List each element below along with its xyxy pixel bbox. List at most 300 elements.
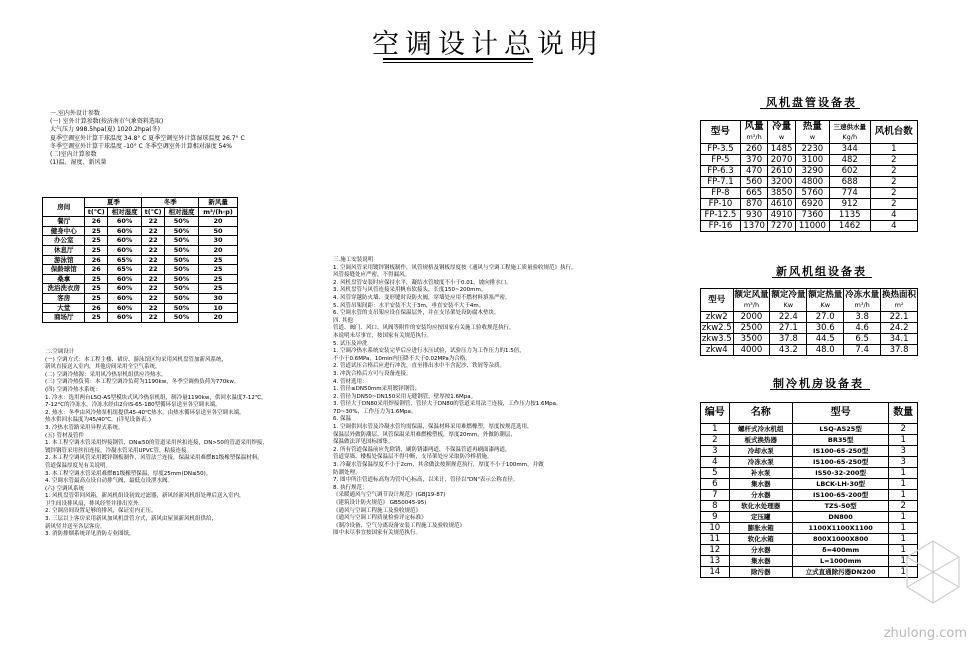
table-cell: 房间 xyxy=(43,198,85,217)
table-cell: 20 xyxy=(199,245,238,255)
table-cell: 1 xyxy=(889,567,918,578)
column-header: 风机台数 xyxy=(874,126,913,137)
column-unit: w xyxy=(778,133,785,141)
table-cell: 22 xyxy=(142,236,165,246)
text-line: 三.施工安装说明 xyxy=(333,257,374,263)
table-row xyxy=(701,468,918,479)
table-cell: 2 xyxy=(870,199,917,210)
table-cell: 50% xyxy=(164,284,198,294)
text-line: 2. 热水：冬季由风冷热泵机组提供45-40℃热水，由热水循环泵送至各空调末端。 xyxy=(45,409,245,416)
table-row xyxy=(701,435,918,446)
table-row xyxy=(701,424,918,435)
table-cell: 编号 xyxy=(701,403,730,424)
table-cell: 2230 xyxy=(795,144,829,155)
table-cell: IS100-65-200型 xyxy=(792,490,889,501)
table-cell: 65% xyxy=(108,265,142,275)
table-cell: 800X1000X800 xyxy=(792,534,889,545)
text-line: 1. 空调风管采用镀锌钢板制作，风管规格及钢板厚度按《通风与空调工程施工质量验收规范》执行， xyxy=(333,264,577,271)
table-cell: 1 xyxy=(889,435,918,446)
table-cell: 7270 xyxy=(768,221,795,232)
table-cell: 27.0 xyxy=(807,312,844,323)
table-cell: 774 xyxy=(829,188,870,199)
table-cell: 2500 xyxy=(733,323,770,334)
table-cell: 4 xyxy=(870,210,917,221)
table-cell: 37.8 xyxy=(770,334,807,345)
table-cell: 560 xyxy=(740,177,767,188)
table-cell: FP-8 xyxy=(701,188,741,199)
table-cell: 2610 xyxy=(768,166,795,177)
design-parameters-text xyxy=(50,110,245,167)
air-conditioning-design-text xyxy=(45,349,268,539)
table-cell: 6 xyxy=(701,479,730,490)
text-line: (二) 空调冷热源：采用风冷热泵机组供应冷热水。 xyxy=(45,371,167,378)
table-cell: 30.6 xyxy=(807,323,844,334)
column-unit: m² xyxy=(894,301,904,309)
table-cell xyxy=(807,289,844,312)
title-underline xyxy=(383,58,533,60)
column-unit: Kw xyxy=(783,301,794,309)
table-cell: 22 xyxy=(142,303,165,313)
table-row xyxy=(43,245,238,255)
table-cell: BR35型 xyxy=(792,435,889,446)
table-row xyxy=(43,303,238,313)
table-cell: 60% xyxy=(108,313,142,323)
column-header: 额定风量 xyxy=(734,290,769,300)
table-cell: 桑拿 xyxy=(43,274,85,284)
table-cell: 4 xyxy=(701,457,730,468)
text-line: (五) 管材及管件 xyxy=(45,432,85,439)
text-line: (一) 室外计算参数(按济南市气象资料选取) xyxy=(50,118,164,126)
table-header-row xyxy=(701,289,918,312)
table-cell: 1 xyxy=(889,512,918,523)
table-cell: 24.2 xyxy=(881,323,918,334)
table-cell: 型号 xyxy=(792,403,889,424)
text-line: 《建筑设计防火规范》 GB50045-95) xyxy=(333,500,427,506)
table-cell: 65% xyxy=(108,255,142,265)
text-line: 镀锌钢管采用丝扣连接，冷凝水管采用UPVC管，粘接连接。 xyxy=(45,447,192,454)
table-cell: 冷却水泵 xyxy=(729,446,792,457)
table-cell: 22 xyxy=(142,313,165,323)
table-cell: 软化水处理器 xyxy=(729,501,792,512)
table-cell: 344 xyxy=(829,144,870,155)
text-line: 管道保温厚度见有关说明。 xyxy=(45,462,112,469)
ahu-equipment-table xyxy=(700,288,918,356)
table-row xyxy=(701,545,918,556)
table-cell: 25 xyxy=(199,284,238,294)
plant-caption-rule xyxy=(770,389,870,390)
table-cell: 1 xyxy=(889,534,918,545)
table-cell: 50% xyxy=(164,303,198,313)
table-cell: IS100-65-250型 xyxy=(792,446,889,457)
table-cell: 50% xyxy=(164,217,198,227)
table-cell: 2070 xyxy=(768,155,795,166)
table-cell: 3.8 xyxy=(844,312,881,323)
table-cell: 相对湿度 xyxy=(108,207,142,217)
table-cell: DN800 xyxy=(792,512,889,523)
table-cell: 6.5 xyxy=(844,334,881,345)
table-cell: 11000 xyxy=(795,221,829,232)
text-line: 2. 管道试压合格后应进行冲洗，直至排出水中不含泥沙、铁屑等杂质。 xyxy=(333,363,505,370)
table-cell: 名称 xyxy=(729,403,792,424)
table-row xyxy=(701,534,918,545)
text-line: 4. 管材选用： xyxy=(333,378,368,385)
table-cell: 25 xyxy=(85,284,108,294)
table-cell xyxy=(870,121,917,144)
text-line: 8. 执行规范： xyxy=(333,484,368,491)
table-row xyxy=(43,274,238,284)
table-cell: 22 xyxy=(142,245,165,255)
table-cell: 软化水箱 xyxy=(729,534,792,545)
text-line: 新风直接送入室内，其他房间采用全空气系统。 xyxy=(45,364,161,371)
table-row xyxy=(43,313,238,323)
table-row xyxy=(701,501,918,512)
text-line: 3. 管径大于DN80采用焊接钢管，管径大于DN80的管道采用法兰连接，工作压力按1.6Mpa。 xyxy=(333,401,562,408)
text-line: 5. 试压及冲洗 xyxy=(333,340,368,347)
table-cell: LBCK-LH-30型 xyxy=(792,479,889,490)
table-cell: 48.0 xyxy=(807,345,844,356)
column-header: 冷冻水量 xyxy=(845,290,880,300)
table-cell: 50% xyxy=(164,293,198,303)
watermark-logo xyxy=(903,537,963,607)
column-header: 型号 xyxy=(710,126,730,137)
table-row xyxy=(43,265,238,275)
table-cell: 集水器 xyxy=(729,479,792,490)
table-cell: t(℃) xyxy=(85,207,108,217)
indoor-parameter-table xyxy=(42,197,238,323)
table-cell: 2 xyxy=(870,177,917,188)
table-row xyxy=(701,210,918,221)
table-cell: 25 xyxy=(199,265,238,275)
table-row xyxy=(701,334,918,345)
table-cell: 4800 xyxy=(795,177,829,188)
text-line: 新风竖井送至各层客房。 xyxy=(45,523,106,530)
text-line: 二.空调设计 xyxy=(45,349,75,355)
table-cell: 688 xyxy=(829,177,870,188)
table-cell: 3850 xyxy=(768,188,795,199)
table-cell: 912 xyxy=(829,199,870,210)
table-cell: 1 xyxy=(889,556,918,567)
table-cell: 14 xyxy=(701,567,730,578)
table-cell: 3 xyxy=(889,446,918,457)
text-line: 热水供回水温度为45/40℃。(详见设备表。) xyxy=(45,417,152,424)
page-title: 空调设计总说明 xyxy=(372,29,603,60)
table-cell: 集水器 xyxy=(729,556,792,567)
table-cell: 60% xyxy=(108,217,142,227)
table-cell: 30 xyxy=(199,236,238,246)
text-line: 3. 风机盘管与风管连接采用帆布软接头，长度150~200mm。 xyxy=(333,287,487,294)
table-row xyxy=(701,177,918,188)
table-cell: 12 xyxy=(701,545,730,556)
table-cell: 1 xyxy=(889,490,918,501)
column-header: 额定冷量 xyxy=(771,290,806,300)
table-row xyxy=(701,556,918,567)
table-cell: 膨胀水箱 xyxy=(729,523,792,534)
table-cell: 60% xyxy=(108,303,142,313)
column-unit: m³/h xyxy=(743,301,760,309)
table-row xyxy=(43,236,238,246)
table-row xyxy=(43,284,238,294)
table-cell: 37.8 xyxy=(881,345,918,356)
column-header: 换热面积 xyxy=(882,290,917,300)
table-cell: 22 xyxy=(142,226,165,236)
table-row xyxy=(701,479,918,490)
text-line: 3. 本工程空调水管采用难燃B1级橡塑保温，厚度25mm(DN≤50)。 xyxy=(45,470,212,477)
text-line: 1. 空调冷热水系统安装完毕后应进行水压试验，试验压力为工作压力的1.5倍， xyxy=(333,348,525,355)
table-cell: 2000 xyxy=(733,312,770,323)
table-cell: 3100 xyxy=(795,155,829,166)
table-cell: 60% xyxy=(108,245,142,255)
table-cell: 2 xyxy=(870,166,917,177)
table-cell: 7360 xyxy=(795,210,829,221)
table-cell: 1462 xyxy=(829,221,870,232)
fcu-equipment-table xyxy=(700,120,918,232)
text-line: 《采暖通风与空气调节设计规范》(GBJ19-87) xyxy=(333,492,446,499)
table-cell: 60% xyxy=(108,226,142,236)
table-cell: 2 xyxy=(870,188,917,199)
table-cell: 3 xyxy=(701,446,730,457)
table-cell: 50% xyxy=(164,313,198,323)
table-cell: 1100X1100X1100 xyxy=(792,523,889,534)
table-cell: 客房 xyxy=(43,293,85,303)
table-cell: 除污器 xyxy=(729,567,792,578)
table-cell: 26 xyxy=(85,303,108,313)
table-cell: 4 xyxy=(870,221,917,232)
table-cell: 立式直通除污器DN200 xyxy=(792,567,889,578)
table-cell: 游泳馆 xyxy=(43,255,85,265)
table-cell: 保龄球馆 xyxy=(43,265,85,275)
table-cell: zkw2.5 xyxy=(701,323,732,333)
table-cell: 板式换热器 xyxy=(729,435,792,446)
text-line: 3. 冲洗合格后方可与设备连接。 xyxy=(333,370,412,377)
text-line: 2. 本工程空调风管采用镀锌钢板制作，风管法兰连接，保温采用难燃B1级橡塑保温材料。 xyxy=(45,455,263,462)
text-line: 1. 空调供回水管及冷凝水管均需保温，保温材料采用难燃橡塑，厚度按规范选用， xyxy=(333,424,533,431)
table-cell: 60% xyxy=(108,284,142,294)
table-row xyxy=(701,490,918,501)
table-row xyxy=(701,166,918,177)
text-line: 冬季空调室外计算干球温度 -10° C 冬季空调室外计算相对湿度 54% xyxy=(50,142,232,150)
table-cell: 3500 xyxy=(733,334,770,345)
table-cell: 4610 xyxy=(768,199,795,210)
text-line: 卫生间设排风扇，排风经竖井排出室外。 xyxy=(45,500,145,507)
table-cell: FP-3.5 xyxy=(701,144,741,155)
table-cell: 定压罐 xyxy=(729,512,792,523)
table-cell xyxy=(844,289,881,312)
table-row xyxy=(701,512,918,523)
column-header: 风量 xyxy=(744,121,764,132)
text-line: (1)温、湿度、新风量 xyxy=(50,159,107,167)
table-cell: 26 xyxy=(85,255,108,265)
table-cell: zkw3.5 xyxy=(701,334,732,344)
table-cell: FP-6.3 xyxy=(701,166,741,177)
text-line: 四. 其他 xyxy=(333,317,353,324)
table-cell: 5 xyxy=(701,468,730,479)
table-cell: 60% xyxy=(108,236,142,246)
table-row xyxy=(701,457,918,468)
table-cell: 34.1 xyxy=(881,334,918,345)
table-cell: 1485 xyxy=(768,144,795,155)
table-cell: 50% xyxy=(164,226,198,236)
plant-room-equipment-table xyxy=(700,402,918,578)
text-line: 大气压力 998.5hpa(夏) 1020.2hpa(冬) xyxy=(50,126,160,134)
text-line: (一) 空调方式：本工程主楼、裙房、游泳馆区均采用风机盘管加新风系统， xyxy=(45,356,228,363)
table-cell: 22 xyxy=(142,217,165,227)
column-header: 型号 xyxy=(708,295,726,305)
table-cell: IS50-32-200型 xyxy=(792,468,889,479)
text-line: 6. 保温 xyxy=(333,416,351,423)
table-row xyxy=(43,293,238,303)
fcu-caption-rule xyxy=(760,108,860,109)
text-line: 1. 风机盘管带回风箱，新风机组设初效过滤器，新风经新风机组处理后送入室内， xyxy=(45,493,245,500)
text-line: 6. 空调水管的支吊架应设在保温层外，并在支吊架处设防腐木垫块。 xyxy=(333,310,500,317)
text-line: 防潮处理。 xyxy=(333,469,361,476)
table-cell: FP-16 xyxy=(701,221,741,232)
table-cell: 补水泵 xyxy=(729,468,792,479)
table-cell: 22 xyxy=(142,293,165,303)
table-cell: 3 xyxy=(889,457,918,468)
table-cell: 26 xyxy=(85,265,108,275)
text-line: 管道穿墙、楼板处保温层不得中断，支吊架处应采取防冷桥措施。 xyxy=(333,454,493,461)
text-line: 风管接缝处应严密，不得漏风。 xyxy=(333,272,411,279)
fcu-table-caption: 风机盘管设备表 xyxy=(766,96,857,109)
table-cell: zkw4 xyxy=(701,345,734,356)
text-line: 2. 空调房间设置足够的排风，保证室内正压。 xyxy=(45,508,157,515)
table-row xyxy=(43,255,238,265)
table-row xyxy=(701,567,918,578)
table-cell: 4.6 xyxy=(844,323,881,334)
table-cell: 1 xyxy=(870,144,917,155)
table-cell: TZS-50型 xyxy=(792,501,889,512)
table-cell: 50% xyxy=(164,265,198,275)
column-unit: m³/h xyxy=(746,133,762,141)
table-cell xyxy=(829,121,870,144)
table-cell: 482 xyxy=(829,155,870,166)
table-cell: 25 xyxy=(85,236,108,246)
table-cell: 相对湿度 xyxy=(164,207,198,217)
table-cell: 10 xyxy=(701,523,730,534)
table-cell: 44.5 xyxy=(807,334,844,345)
table-cell: 6920 xyxy=(795,199,829,210)
table-cell: 22.1 xyxy=(881,312,918,323)
table-cell: 2 xyxy=(701,435,730,446)
table-row xyxy=(701,199,918,210)
table-cell: 1 xyxy=(889,545,918,556)
table-cell: 2 xyxy=(889,424,918,435)
table-cell: 25 xyxy=(85,293,108,303)
text-line: 《通风与空调工程质量检验评定标准》 xyxy=(333,515,427,522)
table-row xyxy=(701,144,918,155)
table-cell: 930 xyxy=(740,210,767,221)
text-line: 3. 冷凝水管保温厚度不小于2cm，其余做法按照规范执行，厚度不小于100mm，并做 xyxy=(333,462,544,469)
table-cell: 4000 xyxy=(733,345,770,356)
table-cell: 25 xyxy=(199,274,238,284)
table-cell: 7 xyxy=(701,490,730,501)
table-cell: 25 xyxy=(199,255,238,265)
column-header: 热量 xyxy=(802,121,822,132)
table-cell xyxy=(740,121,767,144)
table-cell xyxy=(881,289,918,312)
table-cell: 2 xyxy=(889,501,918,512)
table-cell: 26 xyxy=(85,217,108,227)
table-cell: FP-12.5 xyxy=(701,210,741,221)
table-row xyxy=(701,188,918,199)
table-cell: 大堂 xyxy=(43,303,85,313)
table-row xyxy=(701,523,918,534)
table-header-row xyxy=(701,121,918,144)
table-cell: 3200 xyxy=(768,177,795,188)
table-cell: 螺杆式冷水机组 xyxy=(729,424,792,435)
table-cell: 餐厅 xyxy=(43,217,85,227)
table-cell: 11 xyxy=(701,534,730,545)
table-row xyxy=(701,221,918,232)
text-line: 管道、阀门、风口、风阀等附件的安装均应按国家有关施工验收规范执行， xyxy=(333,325,515,332)
table-cell: 夏季 xyxy=(85,198,142,208)
table-cell: 25 xyxy=(85,274,108,284)
text-line: 不小于0.6MPa，10min内压降不大于0.02MPa为合格。 xyxy=(333,355,471,362)
table-cell xyxy=(701,121,741,144)
text-line: 2. 风机盘管安装时应保持水平，凝结水管坡度不小于0.01，坡向排水口。 xyxy=(333,279,512,286)
table-cell: 新风量 xyxy=(199,198,238,208)
table-cell: FP-5 xyxy=(701,155,741,166)
column-unit: m³/h xyxy=(854,301,870,309)
text-line: 《制冷设备、空气分离设备安装工程施工及验收规范》 xyxy=(333,522,466,529)
table-cell: 1 xyxy=(889,468,918,479)
table-row xyxy=(701,446,918,457)
table-cell: 10 xyxy=(199,303,238,313)
table-header-row xyxy=(43,198,238,208)
text-line: 保温做法详见国标图集。 xyxy=(333,439,394,446)
table-header-row xyxy=(701,403,918,424)
column-unit: Kg/h xyxy=(842,133,858,141)
text-line: 1. 冷水：选用两台LSQ-AS型模块式风冷热泵机组，制冷量1190kw，供回水温度7-12℃， xyxy=(45,394,267,401)
table-cell xyxy=(770,289,807,312)
table-cell: 商场厅 xyxy=(43,313,85,323)
table-cell: 5760 xyxy=(795,188,829,199)
table-row xyxy=(701,323,918,334)
table-cell: 1 xyxy=(701,424,730,435)
text-line: 本说明未尽事宜，按国家有关规范执行。 xyxy=(333,332,433,339)
table-cell: 20 xyxy=(199,217,238,227)
ahu-caption-rule xyxy=(772,277,872,278)
table-cell: 1135 xyxy=(829,210,870,221)
column-header: 三速供水量 xyxy=(833,123,866,131)
title-underline-thin xyxy=(383,62,533,63)
text-line: (四) 空调冷热水系统： xyxy=(45,386,101,393)
text-line: 3. 三层以上客房采用新风加风机盘管方式，新风由屋顶新风机组供给， xyxy=(45,516,217,523)
table-cell: 分水器 xyxy=(729,490,792,501)
table-cell: 13 xyxy=(701,556,730,567)
table-row xyxy=(701,312,918,323)
table-cell: 22 xyxy=(142,274,165,284)
table-cell: 数量 xyxy=(889,403,918,424)
table-cell: 休息厅 xyxy=(43,245,85,255)
table-cell: 27.1 xyxy=(770,323,807,334)
text-line: (六) 空调风系统 xyxy=(45,485,85,492)
text-line: 图中未尽事宜按国家有关规范执行。 xyxy=(333,530,422,537)
table-cell: 665 xyxy=(740,188,767,199)
table-cell xyxy=(701,289,734,312)
table-cell: m³/(h·p) xyxy=(199,207,238,217)
table-cell: 470 xyxy=(740,166,767,177)
text-line: 保温层外做防潮层。风管保温采用难燃橡塑板，厚度20mm，外做防潮层， xyxy=(333,431,516,438)
table-cell: zkw2 xyxy=(701,312,734,323)
column-header: 冷量 xyxy=(772,121,792,132)
plant-table-caption: 制冷机房设备表 xyxy=(773,377,864,390)
table-row xyxy=(701,345,918,356)
text-line: 5. 风管吊架间距：水平安装不大于3m，垂直安装不大于4m。 xyxy=(333,302,485,309)
table-cell: 60% xyxy=(108,293,142,303)
table-cell: FP-10 xyxy=(701,199,741,210)
table-cell: 602 xyxy=(829,166,870,177)
